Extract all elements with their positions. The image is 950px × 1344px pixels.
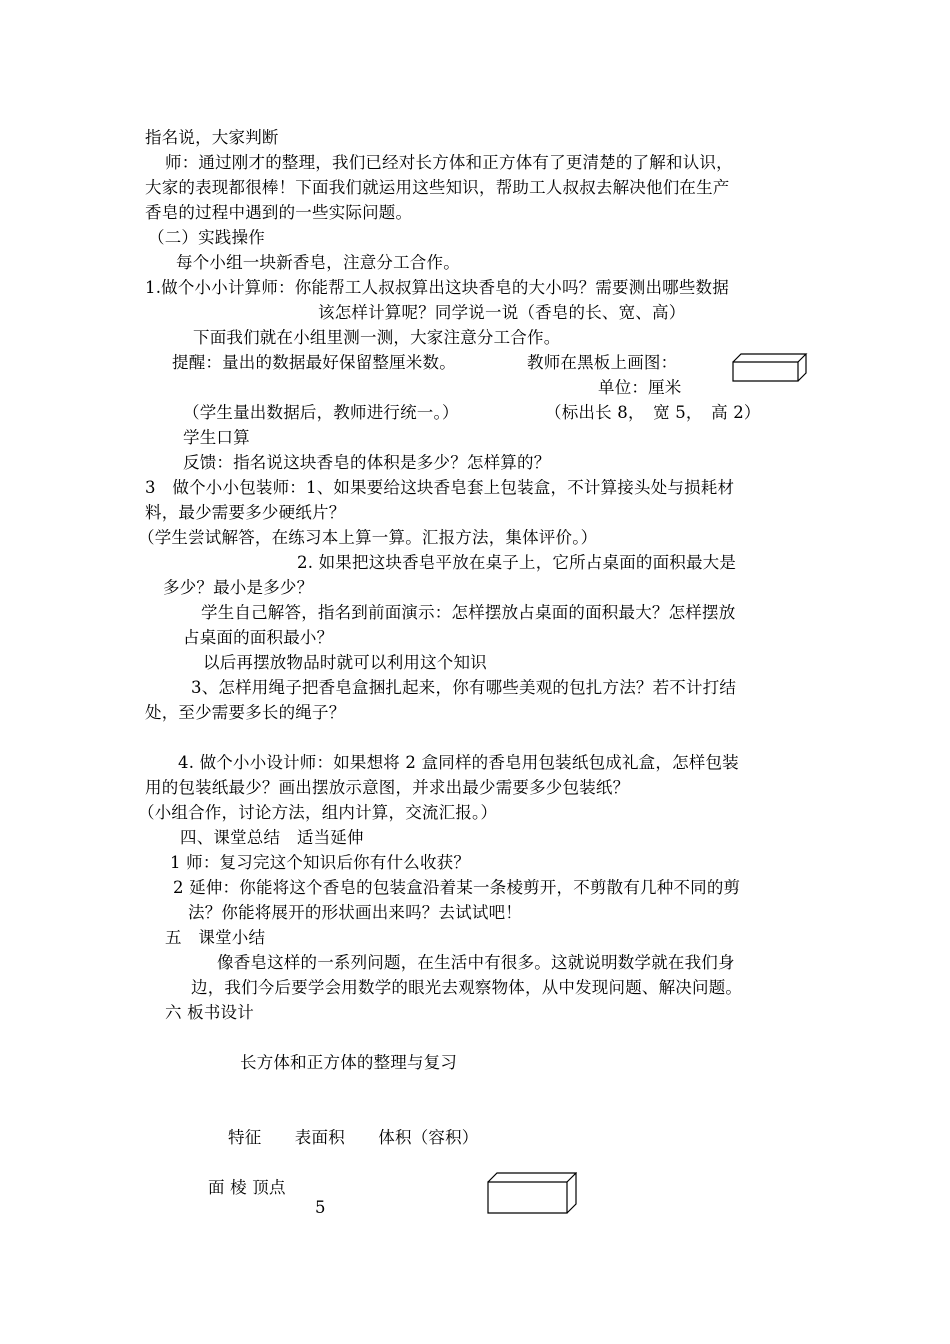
text-line: 下面我们就在小组里测一测，大家注意分工合作。: [193, 328, 561, 347]
text-line: 3、怎样用绳子把香皂盒捆扎起来，你有哪些美观的包扎方法？若不计打结: [191, 678, 737, 697]
board-items: 面 棱 顶点: [208, 1178, 286, 1197]
text-line: 学生口算: [183, 428, 250, 447]
cuboid-drawing: [730, 350, 808, 384]
page-number: 5: [315, 1198, 326, 1217]
text-line: 占桌面的面积最小？: [183, 628, 334, 647]
cuboid-drawing: [485, 1170, 577, 1216]
text-line: （小组合作，讨论方法，组内计算，交流汇报。）: [138, 803, 498, 822]
text-line: （学生尝试解答，在练习本上算一算。汇报方法，集体评价。）: [138, 528, 598, 547]
text-line: 处，至少需要多长的绳子？: [145, 703, 346, 722]
text-line: （标出长 8， 宽 5， 高 2）: [545, 403, 761, 422]
text-line: 香皂的过程中遇到的一些实际问题。: [145, 203, 413, 222]
text-line: 以后再摆放物品时就可以利用这个知识: [203, 653, 487, 672]
section-heading: （二）实践操作: [148, 228, 265, 247]
text-line: 边，我们今后要学会用数学的眼光去观察物体，从中发现问题、解决问题。: [191, 978, 743, 997]
text-line: 4. 做个小小设计师：如果想将 2 盒同样的香皂用包装纸包成礼盒，怎样包装: [178, 753, 739, 772]
text-line: 料，最少需要多少硬纸片？: [145, 503, 346, 522]
text-line: 2 延伸：你能将这个香皂的包装盒沿着某一条棱剪开，不剪散有几种不同的剪: [173, 878, 741, 897]
text-line: 大家的表现都很棒！下面我们就运用这些知识，帮助工人叔叔去解决他们在生产: [145, 178, 730, 197]
text-line: 3 做个小小包装师：1、如果要给这块香皂套上包装盒，不计算接头处与损耗材: [145, 478, 735, 497]
text-line: 1.做个小小计算师：你能帮工人叔叔算出这块香皂的大小吗？需要测出哪些数据: [145, 278, 729, 297]
text-line: 提醒：量出的数据最好保留整厘米数。: [172, 353, 456, 372]
board-title: 长方体和正方体的整理与复习: [240, 1053, 458, 1072]
section-heading: 六 板书设计: [165, 1003, 254, 1022]
text-line: 多少？最小是多少？: [163, 578, 314, 597]
text-line: 学生自己解答，指名到前面演示：怎样摆放占桌面的面积最大？怎样摆放: [201, 603, 736, 622]
text-line: 单位：厘米: [598, 378, 682, 397]
board-headings: 特征 表面积 体积（容积）: [228, 1128, 479, 1147]
text-line: 教师在黑板上画图：: [527, 353, 678, 372]
text-line: 该怎样计算呢？同学说一说（香皂的长、宽、高）: [318, 303, 686, 322]
text-line: 师：通过刚才的整理，我们已经对长方体和正方体有了更清楚的了解和认识，: [165, 153, 733, 172]
section-heading: 五 课堂小结: [165, 928, 266, 947]
text-line: 用的包装纸最少？画出摆放示意图，并求出最少需要多少包装纸？: [145, 778, 630, 797]
text-line: 法？你能将展开的形状画出来吗？去试试吧！: [188, 903, 522, 922]
text-line: 每个小组一块新香皂，注意分工合作。: [176, 253, 460, 272]
text-line: 1 师：复习完这个知识后你有什么收获？: [170, 853, 471, 872]
text-line: 像香皂这样的一系列问题，在生活中有很多。这就说明数学就在我们身: [217, 953, 735, 972]
text-line: （学生量出数据后，教师进行统一。）: [183, 403, 459, 422]
text-line: 2. 如果把这块香皂平放在桌子上，它所占桌面的面积最大是: [297, 553, 737, 572]
text-line: 指名说，大家判断: [145, 128, 279, 147]
section-heading: 四、课堂总结 适当延伸: [180, 828, 364, 847]
text-line: 反馈：指名说这块香皂的体积是多少？怎样算的？: [183, 453, 551, 472]
